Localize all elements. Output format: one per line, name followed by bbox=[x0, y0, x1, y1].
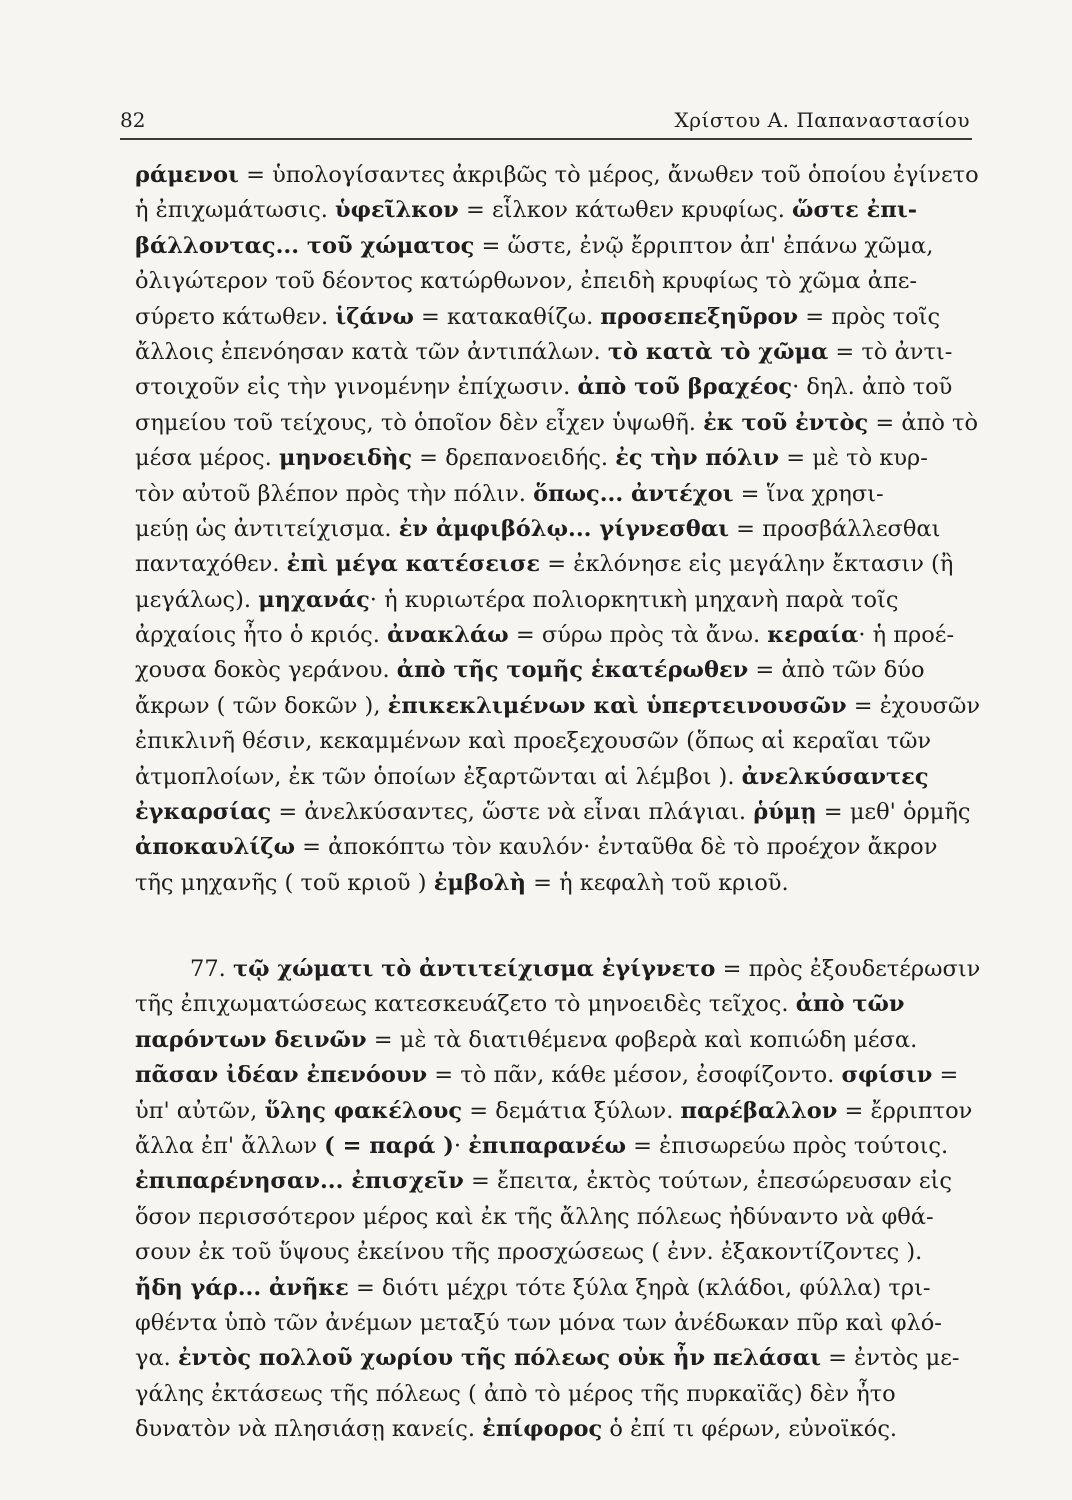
gloss-text: = τὸ ἀντι- bbox=[828, 338, 953, 365]
lemma-term: ἐς τὴν πόλιν bbox=[615, 445, 780, 472]
lemma-term: ἐμβολὴ bbox=[433, 869, 526, 896]
text-line bbox=[135, 406, 985, 441]
gloss-text: μέσα μέρος. bbox=[135, 445, 279, 472]
gloss-text: 77. bbox=[190, 956, 233, 982]
gloss-text: = ἐπισωρεύω πρὸς τούτοις. bbox=[626, 1132, 949, 1159]
gloss-text: = πρὸς ἐξουδετέρωσιν bbox=[715, 956, 981, 982]
text-line bbox=[135, 1094, 985, 1129]
gloss-text: χουσα δοκὸς γεράνου. bbox=[135, 657, 397, 684]
text-line bbox=[135, 1164, 985, 1199]
text-line bbox=[135, 689, 985, 724]
lemma-term: ἐπικεκλιμένων καὶ ὑπερτεινουσῶν bbox=[387, 692, 847, 719]
gloss-text: = δεμάτια ξύλων. bbox=[462, 1097, 681, 1124]
text-line bbox=[135, 987, 985, 1022]
gloss-text: = ὥστε, ἐνῷ ἔρριπτον ἀπ' ἐπάνω χῶμα, bbox=[474, 232, 934, 259]
page-header bbox=[120, 92, 970, 132]
gloss-text: = ἔρριπτον bbox=[837, 1097, 973, 1124]
gloss-text: = διότι μέχρι τότε ξύλα ξηρὰ (κλάδοι, φύλλα) τρι- bbox=[348, 1274, 931, 1301]
text-line bbox=[135, 477, 985, 512]
lemma-term: ἐπιπαρανέω bbox=[468, 1132, 626, 1159]
text-line bbox=[135, 618, 985, 653]
lemma-term: ὕλης φακέλους bbox=[264, 1097, 463, 1124]
gloss-text: γα. bbox=[135, 1345, 178, 1372]
gloss-text: ἐπικλινῆ θέσιν, κεκαμμένων καὶ προεξεχουσῶν (ὅπως αἱ κεραῖαι τῶν bbox=[135, 728, 932, 755]
lemma-term: ἐπιπαρένησαν... ἐπισχεῖν bbox=[135, 1168, 464, 1195]
lemma-term: ἤδη γάρ... ἀνῆκε bbox=[135, 1274, 349, 1301]
gloss-text: = τὸ πᾶν, κάθε μέσον, ἐσοφίζοντο. bbox=[427, 1062, 842, 1089]
running-title: Χρίστου Α. Παπαναστασίου bbox=[674, 108, 970, 132]
text-line bbox=[135, 264, 985, 299]
lemma-term: ἐγκαρσίας bbox=[135, 799, 272, 826]
lemma-term: σφίσιν bbox=[841, 1062, 933, 1089]
lemma-term: ἐν ἀμφιβόλῳ... γίγνεσθαι bbox=[398, 515, 730, 542]
text-line bbox=[135, 760, 985, 795]
gloss-text: ἀτμοπλοίων, ἐκ τῶν ὁποίων ἐξαρτῶνται αἱ λέμβοι ). bbox=[135, 763, 742, 790]
text-line bbox=[135, 724, 985, 759]
text-line bbox=[135, 512, 985, 547]
text-line bbox=[135, 1412, 985, 1447]
gloss-text: = bbox=[932, 1062, 959, 1089]
gloss-text: ἄκρων ( τῶν δοκῶν ), bbox=[135, 692, 388, 719]
text-line bbox=[135, 1058, 985, 1093]
text-line bbox=[135, 1306, 985, 1341]
lemma-term: ἐντὸς πολλοῦ χωρίου τῆς πόλεως οὐκ ἦν πελάσαι bbox=[177, 1345, 821, 1372]
gloss-text: = κατακαθίζω. bbox=[413, 303, 601, 330]
text-line bbox=[135, 866, 985, 901]
gloss-text: = εἷλκον κάτωθεν κρυφίως. bbox=[458, 197, 793, 224]
gloss-text: = ἐχουσῶν bbox=[846, 692, 981, 719]
text-line bbox=[135, 547, 985, 582]
header-rule bbox=[120, 138, 972, 140]
gloss-text: τῆς ἐπιχωματώσεως κατεσκευάζετο τὸ μηνοειδὲς τεῖχος. bbox=[135, 991, 796, 1018]
lemma-term: ὑφεῖλκον bbox=[335, 197, 459, 224]
lemma-term: ὥστε ἐπι- bbox=[792, 197, 918, 224]
text-line bbox=[135, 158, 985, 193]
gloss-text: = ἡ κεφαλὴ τοῦ κριοῦ. bbox=[525, 869, 789, 896]
gloss-text: · δηλ. ἀπὸ τοῦ bbox=[792, 374, 953, 401]
text-line bbox=[135, 952, 985, 987]
gloss-text: φθέντα ὑπὸ τῶν ἀνέμων μεταξύ των μόνα των ἀνέδωκαν πῦρ καὶ φλό- bbox=[135, 1309, 942, 1336]
gloss-text: ὑπ' αὐτῶν, bbox=[135, 1097, 265, 1124]
text-line bbox=[135, 300, 985, 335]
lemma-term: πᾶσαν ἰδέαν ἐπενόουν bbox=[135, 1062, 428, 1089]
gloss-text: = ἐντὸς με- bbox=[821, 1345, 960, 1372]
gloss-text: σουν ἐκ τοῦ ὕψους ἐκείνου τῆς προσχώσεως ( ἐνν. ἐξακοντίζοντες ). bbox=[135, 1239, 923, 1266]
gloss-text: ὀλιγώτερον τοῦ δέοντος κατώρθωνον, ἐπειδὴ κρυφίως τὸ χῶμα ἀπε- bbox=[135, 268, 918, 295]
lemma-term: ράμενοι bbox=[135, 162, 239, 188]
text-line bbox=[135, 1341, 985, 1376]
lemma-term: ἀπὸ τοῦ βραχέος bbox=[577, 374, 793, 401]
gloss-text: μεγάλως). bbox=[135, 586, 259, 613]
text-line bbox=[135, 1023, 985, 1058]
gloss-text: ἄλλοις ἐπενόησαν κατὰ τῶν ἀντιπάλων. bbox=[135, 338, 608, 365]
lemma-term: προσεπεξηῦρον bbox=[600, 303, 799, 330]
gloss-text: = ἵνα χρησι- bbox=[733, 480, 884, 507]
lemma-term: παρόντων δεινῶν bbox=[135, 1026, 367, 1053]
gloss-text: = ἐκλόνησε εἰς μεγάλην ἔκτασιν (ἢ bbox=[540, 551, 954, 578]
gloss-text: ἀρχαίοις ἦτο ὁ κριός. bbox=[135, 622, 388, 649]
gloss-text: · bbox=[453, 1132, 469, 1159]
text-line bbox=[135, 370, 985, 405]
text-line bbox=[135, 795, 985, 830]
lemma-term: ἀποκαυλίζω bbox=[135, 834, 295, 861]
lemma-term: ἀνελκύσαντες bbox=[741, 763, 929, 790]
lemma-term: κεραία bbox=[767, 622, 859, 649]
gloss-text: ἄλλα ἐπ' ἄλλων bbox=[135, 1132, 325, 1159]
text-line bbox=[135, 193, 985, 228]
commentary-paragraph-1 bbox=[135, 158, 985, 901]
lemma-term: τῷ χώματι τὸ ἀντιτείχισμα ἐγίγνετο bbox=[232, 956, 716, 982]
text-line bbox=[135, 441, 985, 476]
lemma-term: ἐπίφορος bbox=[482, 1416, 603, 1443]
gloss-text: μεύῃ ὡς ἀντιτείχισμα. bbox=[135, 515, 399, 542]
page-number: 82 bbox=[120, 108, 146, 132]
gloss-text: πανταχόθεν. bbox=[135, 551, 287, 578]
gloss-text: ὅσον περισσότερον μέρος καὶ ἐκ τῆς ἄλλης πόλεως ἠδύναντο νὰ φθά- bbox=[135, 1203, 934, 1230]
gloss-text: στοιχοῦν εἰς τὴν γινομένην ἐπίχωσιν. bbox=[135, 374, 578, 401]
text-line bbox=[135, 1235, 985, 1270]
text-line bbox=[135, 830, 985, 865]
gloss-text: = προσβάλλεσθαι bbox=[729, 515, 941, 542]
lemma-term: τὸ κατὰ τὸ χῶμα bbox=[607, 338, 829, 365]
lemma-term: ἀνακλάω bbox=[387, 622, 509, 649]
gloss-text: = ὑπολογίσαντες ἀκριβῶς τὸ μέρος, ἄνωθεν τοῦ ὁποίου ἐγίνετο bbox=[238, 162, 979, 188]
lemma-term: ὅπως... ἀντέχοι bbox=[533, 480, 734, 507]
lemma-term: ῥύμῃ bbox=[753, 799, 817, 826]
text-line bbox=[135, 653, 985, 688]
text-line bbox=[135, 1377, 985, 1412]
gloss-text: = δρεπανοειδής. bbox=[412, 445, 616, 472]
lemma-term: ἀπὸ τῆς τομῆς ἑκατέρωθεν bbox=[396, 657, 749, 684]
lemma-term: παρέβαλλον bbox=[680, 1097, 838, 1124]
lemma-term: ( = παρά ) bbox=[324, 1132, 454, 1159]
gloss-text: = ἀνελκύσαντες, ὥστε νὰ εἶναι πλάγιαι. bbox=[271, 799, 754, 826]
lemma-term: ἱζάνω bbox=[335, 303, 414, 330]
gloss-text: · ἡ κυριωτέρα πολιορκητικὴ μηχανὴ παρὰ τοῖς bbox=[369, 586, 899, 613]
gloss-text: γάλης ἐκτάσεως τῆς πόλεως ( ἀπὸ τὸ μέρος τῆς πυρκαϊᾶς) δὲν ἦτο bbox=[135, 1380, 896, 1407]
gloss-text: σύρετο κάτωθεν. bbox=[135, 303, 336, 330]
text-line bbox=[135, 229, 985, 264]
lemma-term: ἐπὶ μέγα κατέσεισε bbox=[286, 551, 541, 578]
lemma-term: ἀπὸ τῶν bbox=[795, 991, 905, 1018]
commentary-paragraph-77 bbox=[135, 952, 985, 1447]
gloss-text: = μεθ' ὁρμῆς bbox=[816, 799, 971, 826]
gloss-text: = ἀπὸ τὸ bbox=[868, 409, 979, 436]
gloss-text: = ἀποκόπτω τὸν καυλόν· ἐνταῦθα δὲ τὸ προέχον ἄκρον bbox=[295, 834, 938, 861]
lemma-term: μηνοειδὴς bbox=[278, 445, 413, 472]
gloss-text: = ἔπειτα, ἐκτὸς τούτων, ἐπεσώρευσαν εἰς bbox=[463, 1168, 952, 1195]
gloss-text: = σύρω πρὸς τὰ ἄνω. bbox=[508, 622, 768, 649]
text-line bbox=[135, 1129, 985, 1164]
gloss-text: τὸν αὐτοῦ βλέπον πρὸς τὴν πόλιν. bbox=[135, 480, 534, 507]
gloss-text: σημείου τοῦ τείχους, τὸ ὁποῖον δὲν εἶχεν ὑψωθῆ. bbox=[135, 409, 704, 436]
lemma-term: βάλλοντας... τοῦ χώματος bbox=[135, 232, 475, 259]
gloss-text: = μὲ τὰ διατιθέμενα φοβερὰ καὶ κοπιώδη μέσα. bbox=[366, 1026, 918, 1053]
gloss-text: = πρὸς τοῖς bbox=[798, 303, 941, 330]
text-line bbox=[135, 335, 985, 370]
gloss-text: ὁ ἐπί τι φέρων, εὐνοϊκός. bbox=[602, 1416, 898, 1443]
gloss-text: δυνατὸν νὰ πλησιάσῃ κανείς. bbox=[135, 1416, 483, 1443]
gloss-text: ἡ ἐπιχωμάτωσις. bbox=[135, 197, 335, 224]
gloss-text: = μὲ τὸ κυρ- bbox=[779, 445, 928, 472]
gloss-text: τῆς μηχανῆς ( τοῦ κριοῦ ) bbox=[135, 869, 434, 896]
gloss-text: = ἀπὸ τῶν δύο bbox=[748, 657, 925, 684]
gloss-text: · ἡ προέ- bbox=[858, 622, 955, 649]
lemma-term: ἐκ τοῦ ἐντὸς bbox=[703, 409, 869, 436]
text-line bbox=[135, 583, 985, 618]
lemma-term: μηχανάς bbox=[258, 586, 370, 613]
text-line bbox=[135, 1271, 985, 1306]
text-line bbox=[135, 1200, 985, 1235]
